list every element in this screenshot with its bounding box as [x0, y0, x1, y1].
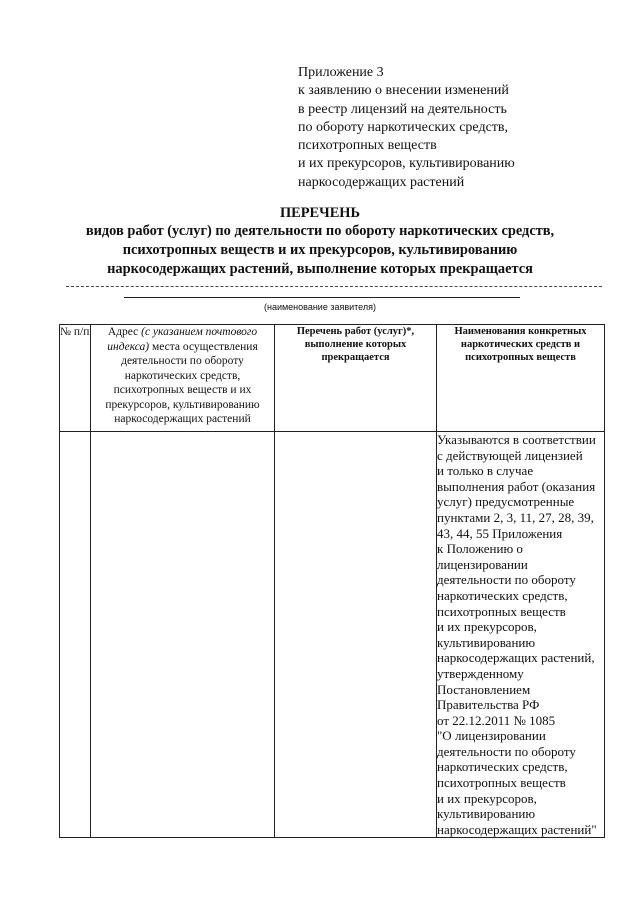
table-row [60, 432, 605, 838]
cell-line: психотропных веществ [437, 775, 566, 791]
cell-line: пунктами 2, 3, 11, 27, 28, 39, [437, 509, 594, 525]
cell-line: и их прекурсоров, [437, 790, 537, 806]
cell-substances [437, 432, 605, 838]
appendix-line: и их прекурсоров, культивированию [298, 156, 515, 172]
appendix-line: к заявлению о внесении изменений [298, 83, 509, 99]
cell-line: деятельности по обороту [437, 572, 576, 588]
cell-line: деятельности по обороту [437, 743, 576, 759]
document-subtitle [0, 222, 640, 279]
cell-line: наркосодержащих растений" [437, 821, 597, 837]
cell-line: 43, 44, 55 Приложения [437, 525, 563, 541]
cell-line: наркотических средств, [437, 587, 568, 603]
cell-line: культивированию [437, 806, 536, 822]
cell-line: к Положению о [437, 541, 523, 557]
header-address-before: Адрес [107, 326, 142, 338]
cell-line: с действующей лицензией [437, 447, 583, 463]
appendix-line: психотропных веществ [298, 138, 437, 154]
table-header-row [60, 325, 605, 432]
appendix-block [298, 64, 598, 192]
cell-address [91, 432, 275, 838]
cell-line: услуг) предусмотренные [437, 494, 575, 510]
applicant-name-line [124, 297, 520, 298]
cell-line: и только в случае [437, 463, 534, 479]
cell-line: Указываются в соответствии [437, 432, 596, 447]
header-substances: Наименования конкретных наркотических средств и психотропных веществ [437, 325, 605, 432]
subtitle-line: наркосодержащих растений, выполнение которых прекращается [107, 261, 533, 277]
header-address-italic: (с указанием почтового индекса) [107, 326, 258, 353]
subtitle-line: психотропных веществ и их прекурсоров, культивированию [122, 242, 518, 258]
cell-line: наркотических средств, [437, 759, 568, 775]
header-works-list: Перечень работ (услуг)*, выполнение которых прекращается [275, 325, 437, 432]
cell-line: и их прекурсоров, [437, 619, 537, 635]
cell-line: Постановлением [437, 681, 531, 697]
applicant-name-caption: (наименование заявителя) [263, 302, 377, 312]
appendix-line: в реестр лицензий на деятельность [298, 101, 507, 117]
cell-line: "О лицензировании [437, 728, 546, 744]
cell-line: утвержденному [437, 665, 524, 681]
cell-works-list [275, 432, 437, 838]
appendix-line: наркосодержащих растений [298, 174, 465, 190]
subtitle-line: видов работ (услуг) по деятельности по обороту наркотических средств, [85, 223, 555, 239]
cell-line: лицензировании [437, 556, 528, 572]
appendix-line: Приложение 3 [298, 65, 384, 80]
header-number: № п/п [60, 325, 91, 432]
cell-line: выполнения работ (оказания [437, 478, 596, 494]
divider-dashed [66, 286, 602, 287]
works-table [59, 324, 605, 838]
cell-line: наркосодержащих растений, [437, 650, 595, 666]
document-title: ПЕРЕЧЕНЬ [279, 205, 361, 221]
cell-line: от 22.12.2011 № 1085 [437, 712, 556, 728]
cell-line: Правительства РФ [437, 697, 540, 713]
header-address [91, 325, 275, 432]
appendix-line: по обороту наркотических средств, [298, 119, 509, 135]
header-address-after: места осуществления деятельности по обороту наркотических средств, психотропных веществ и их прекурсоров, культивированию наркосодержащих растений [105, 340, 260, 425]
cell-line: психотропных веществ [437, 603, 566, 619]
cell-line: культивированию [437, 634, 536, 650]
cell-number [60, 432, 91, 838]
